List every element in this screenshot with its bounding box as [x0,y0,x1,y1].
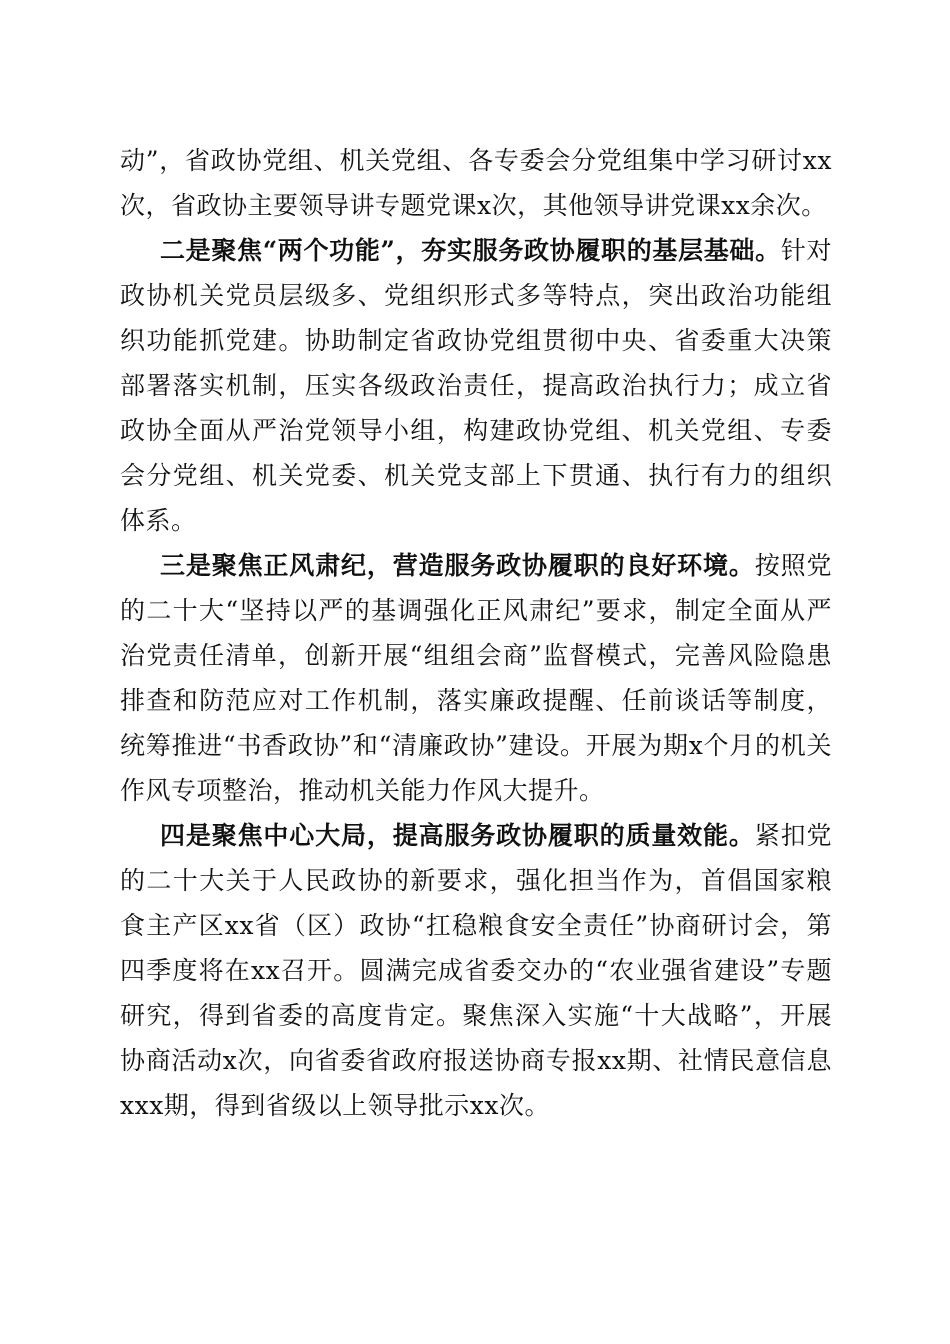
paragraph-two-functions [120,228,832,543]
paragraph-continued [120,138,832,228]
paragraph-body: 动”，省政协党组、机关党组、各专委会分党组集中学习研讨xx次，省政协主要领导讲专题党课x次，其他领导讲党课xx余次。 [120,146,832,220]
paragraph-body: 按照党的二十大“坚持以严的基调强化正风肃纪”要求，制定全面从严治党责任清单，创新开展“组组会商”监督模式，完善风险隐患排查和防范应对工作机制，落实廉政提醒、任前谈话等制度，统筹推进“书香政协”和“清廉政协”建设。开展为期x个月的机关作风专项整治，推动机关能力作风大提升。 [120,551,832,805]
paragraph-body: 针对政协机关党员层级多、党组织形式多等特点，突出政治功能组织功能抓党建。协助制定省政协党组贯彻中央、省委重大决策部署落实机制，压实各级政治责任，提高政治执行力；成立省政协全面从严治党领导小组，构建政协党组、机关党组、专委会分党组、机关党委、机关党支部上下贯通、执行有力的组织体系。 [120,236,832,535]
paragraph-discipline [120,543,832,813]
paragraph-lead: 四是聚焦中心大局，提高服务政协履职的质量效能。 [160,821,755,850]
paragraph-lead: 二是聚焦“两个功能”，夯实服务政协履职的基层基础。 [160,236,781,265]
paragraph-central-task [120,813,832,1128]
document-page [120,138,832,1128]
paragraph-body: 紧扣党的二十大关于人民政协的新要求，强化担当作为，首倡国家粮食主产区xx省（区）政协“扛稳粮食安全责任”协商研讨会，第四季度将在xx召开。圆满完成省委交办的“农业强省建设”专题研究，得到省委的高度肯定。聚焦深入实施“十大战略”，开展协商活动x次，向省委省政府报送协商专报xx期、社情民意信息xxx期，得到省级以上领导批示xx次。 [120,821,832,1120]
paragraph-lead: 三是聚焦正风肃纪，营造服务政协履职的良好环境。 [160,551,755,580]
